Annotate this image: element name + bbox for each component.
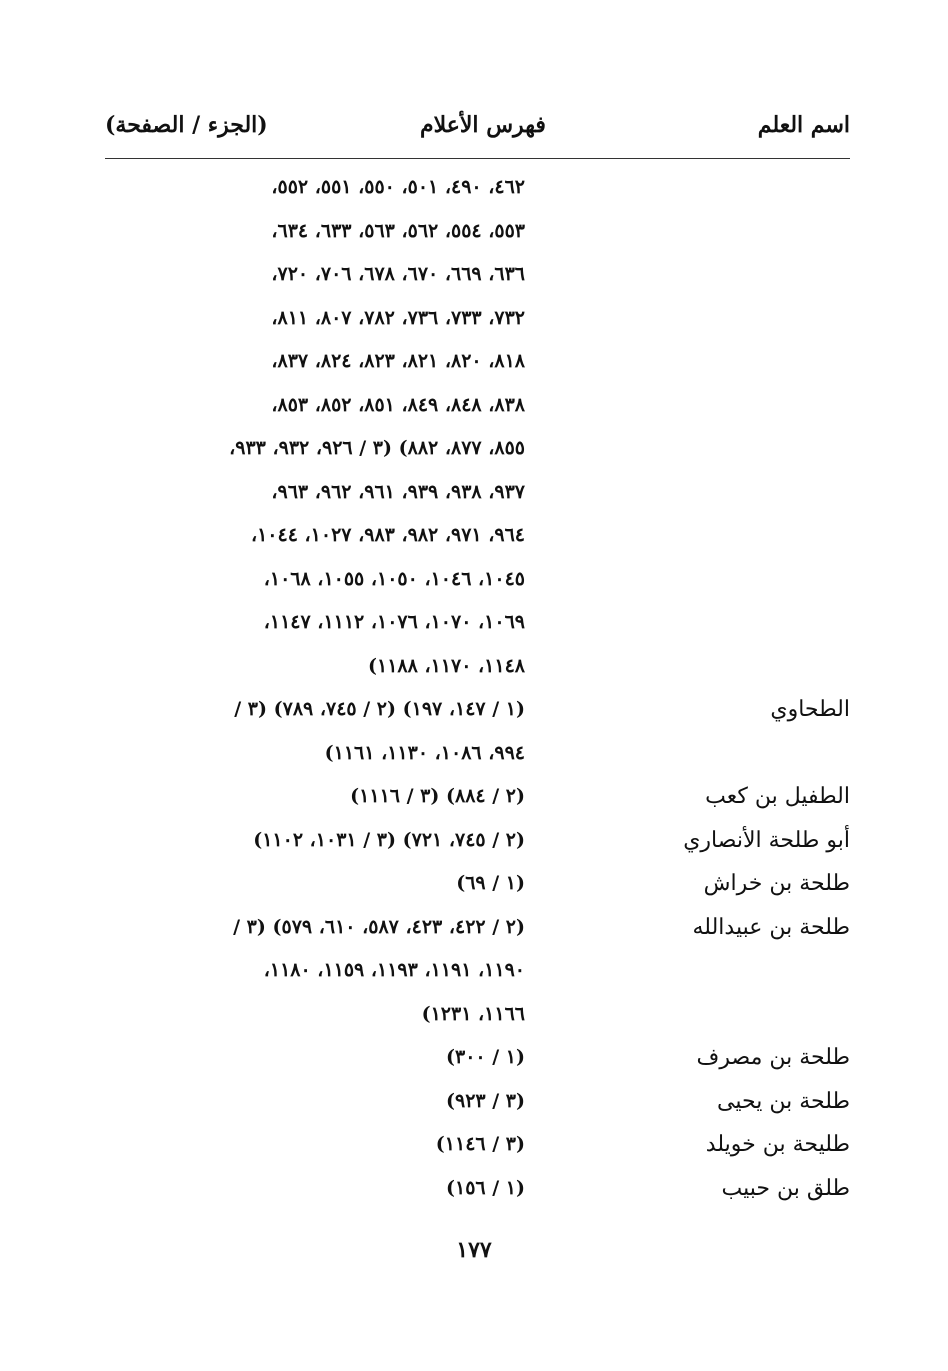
header-divider — [105, 158, 850, 159]
index-entry-row — [105, 514, 850, 558]
volume-page-references: ٧٣٢، ٧٣٣، ٧٣٦، ٧٨٢، ٨٠٧، ٨١١، — [271, 306, 525, 329]
index-entry-row — [105, 993, 850, 1037]
person-name: طليحة بن خويلد — [705, 1132, 850, 1157]
volume-page-references: ٥٥٣، ٥٥٤، ٥٦٢، ٥٦٣، ٦٣٣، ٦٣٤، — [271, 219, 525, 242]
index-entry-row — [105, 732, 850, 776]
index-entry-row — [105, 775, 850, 819]
volume-page-references: ٩٣٧، ٩٣٨، ٩٣٩، ٩٦١، ٩٦٢، ٩٦٣، — [271, 480, 525, 503]
person-name: طلحة بن يحيى — [717, 1088, 850, 1114]
person-name: طلق بن حبيب — [721, 1175, 850, 1201]
index-entry-row — [105, 906, 850, 950]
person-name: الطفيل بن كعب — [705, 784, 850, 809]
volume-page-references: ٩٦٤، ٩٧١، ٩٨٢، ٩٨٣، ١٠٢٧، ١٠٤٤، — [250, 524, 525, 546]
index-entry-row — [105, 471, 850, 515]
index-entry-row — [105, 1167, 850, 1211]
volume-page-references: (٢ / ٨٨٤) (٣ / ١١١٦) — [350, 785, 525, 807]
volume-page-references: ١٠٦٩، ١٠٧٠، ١٠٧٦، ١١١٢، ١١٤٧، — [263, 611, 525, 633]
volume-page-references: (٢ / ٤٢٢، ٤٢٣، ٥٨٧، ٦١٠، ٥٧٩) (٣ / — [233, 915, 525, 938]
person-name: طلحة بن مصرف — [696, 1045, 850, 1070]
volume-page-references: (٢ / ٧٤٥، ٧٢١) (٣ / ١٠٣١، ١١٠٢) — [253, 828, 525, 851]
index-entry-row — [105, 1080, 850, 1124]
volume-page-references: ٨٥٥، ٨٧٧، ٨٨٢) (٣ / ٩٢٦، ٩٣٢، ٩٣٣، — [229, 437, 525, 459]
volume-page-references: ٩٩٤، ١٠٨٦، ١١٣٠، ١١٦١) — [324, 741, 525, 764]
volume-page-references: (١ / ١٥٦) — [445, 1176, 525, 1199]
person-name: الطحاوي — [770, 697, 850, 722]
index-entry-row — [105, 384, 850, 428]
volume-page-references: ٨٣٨، ٨٤٨، ٨٤٩، ٨٥١، ٨٥٢، ٨٥٣، — [271, 393, 525, 416]
index-entry-row — [105, 949, 850, 993]
column-heading-reference: (الجزء / الصفحة) — [105, 112, 268, 138]
volume-page-references: ٤٦٢، ٤٩٠، ٥٠١، ٥٥٠، ٥٥١، ٥٥٢، — [271, 176, 525, 198]
index-entry-row — [105, 645, 850, 689]
index-entry-row — [105, 297, 850, 341]
index-entry-row — [105, 819, 850, 863]
volume-page-references: ١١٦٦، ١٢٣١) — [421, 1002, 525, 1025]
volume-page-references: ٨١٨، ٨٢٠، ٨٢١، ٨٢٣، ٨٢٤، ٨٣٧، — [271, 350, 525, 372]
volume-page-references: (١ / ٦٩) — [456, 872, 525, 894]
person-name: طلحة بن خراش — [703, 871, 850, 896]
volume-page-references: ١٠٤٥، ١٠٤٦، ١٠٥٠، ١٠٥٥، ١٠٦٨، — [263, 567, 525, 590]
page-header — [105, 112, 850, 152]
volume-page-references: ١١٩٠، ١١٩١، ١١٩٣، ١١٥٩، ١١٨٠، — [263, 959, 525, 981]
page-number: ١٧٧ — [456, 1237, 492, 1263]
volume-page-references: (٣ / ١١٤٦) — [435, 1133, 525, 1155]
person-name: أبو طلحة الأنصاري — [683, 827, 850, 853]
volume-page-references: (١ / ١٤٧، ١٩٧) (٢ / ٧٤٥، ٧٨٩) (٣ / — [234, 698, 525, 720]
volume-page-references: ٦٣٦، ٦٦٩، ٦٧٠، ٦٧٨، ٧٠٦، ٧٢٠، — [271, 263, 525, 285]
index-entry-row — [105, 862, 850, 906]
column-heading-name: اسم العلم — [757, 112, 850, 138]
index-entry-row — [105, 688, 850, 732]
volume-page-references: ١١٤٨، ١١٧٠، ١١٨٨) — [368, 654, 525, 677]
index-entry-row — [105, 340, 850, 384]
index-entry-row — [105, 427, 850, 471]
volume-page-references: (٣ / ٩٢٣) — [445, 1089, 525, 1112]
index-entry-row — [105, 558, 850, 602]
index-entry-row — [105, 210, 850, 254]
index-entry-row — [105, 1123, 850, 1167]
index-entry-row — [105, 253, 850, 297]
index-entry-row — [105, 1036, 850, 1080]
page-title: فهرس الأعلام — [420, 112, 546, 138]
index-list — [105, 166, 850, 1210]
index-entry-row — [105, 601, 850, 645]
index-entry-row — [105, 166, 850, 210]
person-name: طلحة بن عبيدالله — [692, 914, 850, 940]
volume-page-references: (١ / ٣٠٠) — [445, 1046, 525, 1068]
